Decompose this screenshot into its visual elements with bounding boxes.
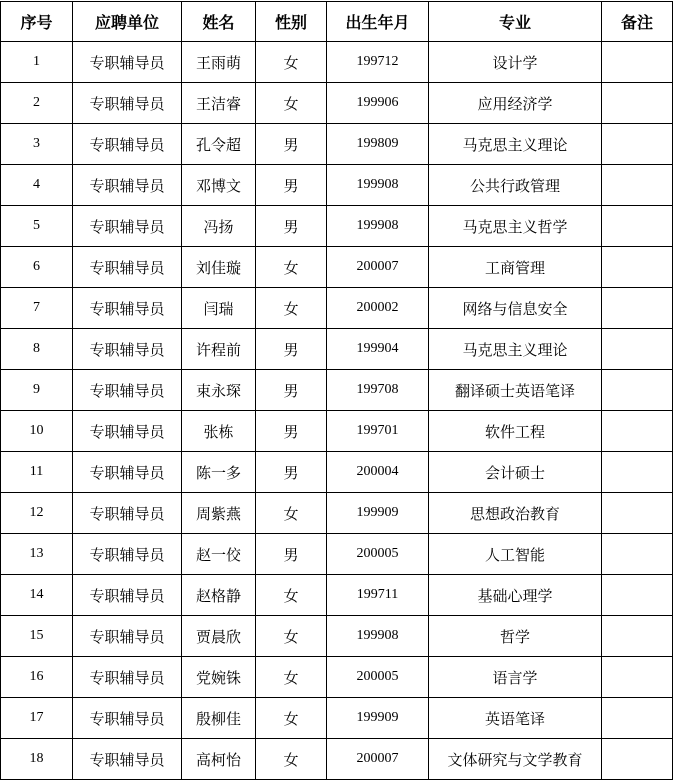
- cell-major: 基础心理学: [429, 575, 602, 616]
- cell-gender: 女: [256, 698, 327, 739]
- cell-birth: 199909: [327, 493, 429, 534]
- table-row: [1, 42, 673, 83]
- cell-note: [602, 452, 673, 493]
- cell-birth: 199904: [327, 329, 429, 370]
- table-row: [1, 206, 673, 247]
- cell-major: 文体研究与文学教育: [429, 739, 602, 780]
- cell-serial: 17: [1, 698, 73, 739]
- table-row: [1, 83, 673, 124]
- cell-gender: 男: [256, 124, 327, 165]
- cell-birth: 199906: [327, 83, 429, 124]
- cell-unit: 专职辅导员: [73, 411, 182, 452]
- table-row: [1, 411, 673, 452]
- cell-major: 软件工程: [429, 411, 602, 452]
- cell-major: 设计学: [429, 42, 602, 83]
- cell-birth: 200002: [327, 288, 429, 329]
- cell-birth: 199908: [327, 206, 429, 247]
- cell-serial: 3: [1, 124, 73, 165]
- cell-unit: 专职辅导员: [73, 124, 182, 165]
- cell-name: 许程前: [182, 329, 256, 370]
- cell-birth: 199701: [327, 411, 429, 452]
- cell-gender: 女: [256, 42, 327, 83]
- cell-serial: 4: [1, 165, 73, 206]
- cell-birth: 199908: [327, 616, 429, 657]
- table-row: [1, 657, 673, 698]
- cell-unit: 专职辅导员: [73, 698, 182, 739]
- header-row: [1, 2, 673, 42]
- cell-note: [602, 165, 673, 206]
- cell-serial: 11: [1, 452, 73, 493]
- cell-unit: 专职辅导员: [73, 165, 182, 206]
- table-row: [1, 370, 673, 411]
- header-name: 姓名: [182, 2, 256, 42]
- cell-birth: 200007: [327, 739, 429, 780]
- cell-unit: 专职辅导员: [73, 288, 182, 329]
- table-row: [1, 739, 673, 780]
- cell-gender: 男: [256, 329, 327, 370]
- cell-note: [602, 124, 673, 165]
- cell-birth: 200004: [327, 452, 429, 493]
- cell-name: 陈一多: [182, 452, 256, 493]
- table-row: [1, 329, 673, 370]
- cell-note: [602, 411, 673, 452]
- table-row: [1, 534, 673, 575]
- cell-gender: 男: [256, 206, 327, 247]
- cell-major: 公共行政管理: [429, 165, 602, 206]
- cell-name: 殷柳佳: [182, 698, 256, 739]
- cell-unit: 专职辅导员: [73, 83, 182, 124]
- cell-major: 思想政治教育: [429, 493, 602, 534]
- cell-major: 应用经济学: [429, 83, 602, 124]
- cell-unit: 专职辅导员: [73, 739, 182, 780]
- cell-name: 孔令超: [182, 124, 256, 165]
- cell-major: 语言学: [429, 657, 602, 698]
- cell-name: 闫瑞: [182, 288, 256, 329]
- cell-major: 网络与信息安全: [429, 288, 602, 329]
- cell-note: [602, 575, 673, 616]
- cell-birth: 200005: [327, 534, 429, 575]
- table-row: [1, 124, 673, 165]
- table-row: [1, 493, 673, 534]
- cell-gender: 男: [256, 411, 327, 452]
- cell-major: 哲学: [429, 616, 602, 657]
- cell-major: 工商管理: [429, 247, 602, 288]
- cell-name: 高柯怡: [182, 739, 256, 780]
- cell-birth: 199711: [327, 575, 429, 616]
- cell-major: 翻译硕士英语笔译: [429, 370, 602, 411]
- cell-major: 会计硕士: [429, 452, 602, 493]
- cell-serial: 1: [1, 42, 73, 83]
- cell-note: [602, 206, 673, 247]
- cell-gender: 女: [256, 616, 327, 657]
- cell-name: 赵一佼: [182, 534, 256, 575]
- cell-name: 王雨萌: [182, 42, 256, 83]
- cell-name: 张栋: [182, 411, 256, 452]
- cell-gender: 男: [256, 452, 327, 493]
- table-row: [1, 452, 673, 493]
- cell-birth: 199712: [327, 42, 429, 83]
- cell-major: 马克思主义理论: [429, 329, 602, 370]
- header-unit: 应聘单位: [73, 2, 182, 42]
- header-major: 专业: [429, 2, 602, 42]
- cell-serial: 10: [1, 411, 73, 452]
- cell-note: [602, 657, 673, 698]
- cell-name: 王洁睿: [182, 83, 256, 124]
- cell-birth: 199909: [327, 698, 429, 739]
- cell-note: [602, 370, 673, 411]
- cell-gender: 女: [256, 739, 327, 780]
- cell-birth: 199809: [327, 124, 429, 165]
- table-row: [1, 247, 673, 288]
- cell-name: 贾晨欣: [182, 616, 256, 657]
- cell-serial: 12: [1, 493, 73, 534]
- cell-note: [602, 739, 673, 780]
- header-birth: 出生年月: [327, 2, 429, 42]
- cell-gender: 女: [256, 575, 327, 616]
- cell-name: 赵格静: [182, 575, 256, 616]
- cell-unit: 专职辅导员: [73, 247, 182, 288]
- cell-serial: 18: [1, 739, 73, 780]
- cell-name: 冯扬: [182, 206, 256, 247]
- cell-serial: 8: [1, 329, 73, 370]
- table-row: [1, 698, 673, 739]
- cell-unit: 专职辅导员: [73, 42, 182, 83]
- cell-gender: 男: [256, 165, 327, 206]
- cell-note: [602, 534, 673, 575]
- cell-birth: 200005: [327, 657, 429, 698]
- header-gender: 性别: [256, 2, 327, 42]
- cell-note: [602, 329, 673, 370]
- cell-note: [602, 698, 673, 739]
- cell-unit: 专职辅导员: [73, 575, 182, 616]
- cell-unit: 专职辅导员: [73, 534, 182, 575]
- candidate-table: [0, 1, 673, 780]
- cell-birth: 199708: [327, 370, 429, 411]
- cell-major: 马克思主义理论: [429, 124, 602, 165]
- cell-serial: 2: [1, 83, 73, 124]
- cell-major: 人工智能: [429, 534, 602, 575]
- cell-unit: 专职辅导员: [73, 657, 182, 698]
- table-row: [1, 288, 673, 329]
- cell-unit: 专职辅导员: [73, 206, 182, 247]
- cell-serial: 5: [1, 206, 73, 247]
- cell-serial: 14: [1, 575, 73, 616]
- cell-note: [602, 493, 673, 534]
- cell-unit: 专职辅导员: [73, 329, 182, 370]
- cell-note: [602, 616, 673, 657]
- cell-birth: 199908: [327, 165, 429, 206]
- cell-serial: 9: [1, 370, 73, 411]
- cell-major: 英语笔译: [429, 698, 602, 739]
- cell-note: [602, 83, 673, 124]
- table-row: [1, 575, 673, 616]
- cell-major: 马克思主义哲学: [429, 206, 602, 247]
- cell-unit: 专职辅导员: [73, 452, 182, 493]
- cell-serial: 6: [1, 247, 73, 288]
- cell-name: 党婉铢: [182, 657, 256, 698]
- table-row: [1, 616, 673, 657]
- cell-note: [602, 42, 673, 83]
- cell-gender: 女: [256, 288, 327, 329]
- cell-serial: 15: [1, 616, 73, 657]
- cell-serial: 16: [1, 657, 73, 698]
- cell-note: [602, 247, 673, 288]
- cell-gender: 女: [256, 493, 327, 534]
- cell-unit: 专职辅导员: [73, 493, 182, 534]
- cell-gender: 男: [256, 370, 327, 411]
- cell-name: 周紫燕: [182, 493, 256, 534]
- cell-name: 刘佳璇: [182, 247, 256, 288]
- cell-gender: 女: [256, 247, 327, 288]
- header-serial: 序号: [1, 2, 73, 42]
- cell-gender: 女: [256, 83, 327, 124]
- cell-name: 束永琛: [182, 370, 256, 411]
- cell-name: 邓博文: [182, 165, 256, 206]
- cell-serial: 13: [1, 534, 73, 575]
- cell-birth: 200007: [327, 247, 429, 288]
- cell-gender: 女: [256, 657, 327, 698]
- cell-unit: 专职辅导员: [73, 370, 182, 411]
- cell-note: [602, 288, 673, 329]
- table-row: [1, 165, 673, 206]
- cell-gender: 男: [256, 534, 327, 575]
- cell-serial: 7: [1, 288, 73, 329]
- header-note: 备注: [602, 2, 673, 42]
- cell-unit: 专职辅导员: [73, 616, 182, 657]
